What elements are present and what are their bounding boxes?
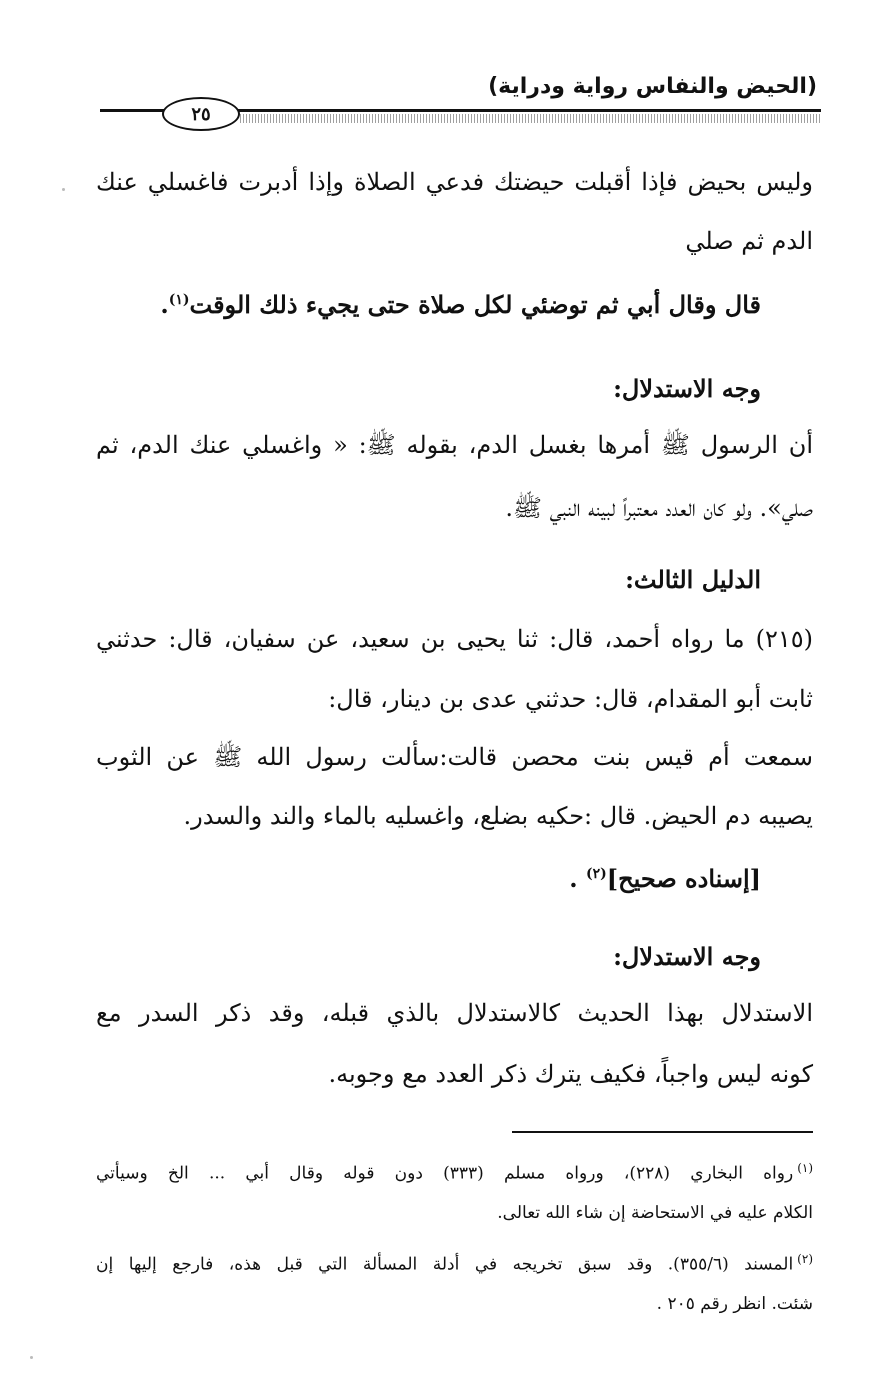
section-heading: الدليل الثالث:: [625, 565, 761, 594]
body-line: صلي». ولو كان العدد معتبراً لبينه النبي ﷺ.: [505, 494, 813, 522]
body-line: ثابت أبو المقدام، قال: حدثني عدى بن دينار، قال:: [328, 685, 813, 713]
footnote-ref: (١): [168, 292, 190, 308]
footnote-1-continuation: الكلام عليه في الاستحاضة إن شاء الله تعالى.: [497, 1203, 813, 1223]
footnote-ref: (٢): [585, 866, 607, 882]
footnote-separator: [512, 1131, 813, 1133]
scan-speck: [30, 1356, 33, 1359]
footnote-2: [96, 1245, 813, 1279]
body-line: وليس بحيض فإذا أقبلت حيضتك فدعي الصلاة وإذا أدبرت فاغسلي عنك: [96, 168, 813, 196]
hadith-text: قال وقال أبي ثم توضئي لكل صلاة حتى يجيء ذلك الوقت: [189, 290, 761, 319]
scan-speck: [62, 188, 65, 191]
page-number: ٢٥: [162, 97, 240, 131]
footnote-text: رواه البخاري (٢٢٨)، ورواه مسلم (٣٣٣) دون قوله وقال أبي ... الخ وسيأتي: [96, 1163, 794, 1184]
header-hatch-band: [240, 114, 821, 123]
footnote-1: [96, 1154, 813, 1188]
body-line: يصيبه دم الحيض. قال :حكيه بضلع، واغسليه بالماء والند والسدر.: [183, 802, 813, 830]
footnote-marker: (٢): [797, 1252, 813, 1266]
section-heading: وجه الاستدلال:: [613, 374, 761, 403]
footnote-marker: (١): [797, 1161, 814, 1175]
body-line: (٢١٥) ما رواه أحمد، قال: ثنا يحيى بن سعيد، عن سفيان، قال: حدثني: [96, 625, 813, 653]
body-line: الاستدلال بهذا الحديث كالاستدلال بالذي قبله، وقد ذكر السدر مع: [96, 999, 813, 1027]
body-line: الدم ثم صلي: [685, 227, 813, 255]
body-line: أن الرسول ﷺ أمرها بغسل الدم، بقوله ﷺ: « واغسلي عنك الدم، ثم: [96, 431, 813, 459]
grading-text: [إسناده صحيح]: [606, 864, 761, 893]
hadith-continuation: [160, 283, 761, 322]
line-end: .: [160, 290, 169, 319]
body-line: كونه ليس واجباً، فكيف يترك ذكر العدد مع وجوبه.: [328, 1060, 813, 1088]
footnote-text: المسند (٣٥٥/٦). وقد سبق تخريجه في أدلة المسألة التي قبل هذه، فارجع إليها إن: [96, 1254, 794, 1275]
hadith-grading: [569, 857, 761, 896]
section-heading: وجه الاستدلال:: [613, 942, 761, 971]
footnote-2-continuation: شئت. انظر رقم ٢٠٥ .: [656, 1294, 813, 1314]
body-line: سمعت أم قيس بنت محصن قالت:سألت رسول الله ﷺ عن الثوب: [96, 743, 813, 771]
line-end: .: [569, 864, 578, 893]
running-title: (الحيض والنفاس رواية ودراية): [488, 74, 817, 99]
